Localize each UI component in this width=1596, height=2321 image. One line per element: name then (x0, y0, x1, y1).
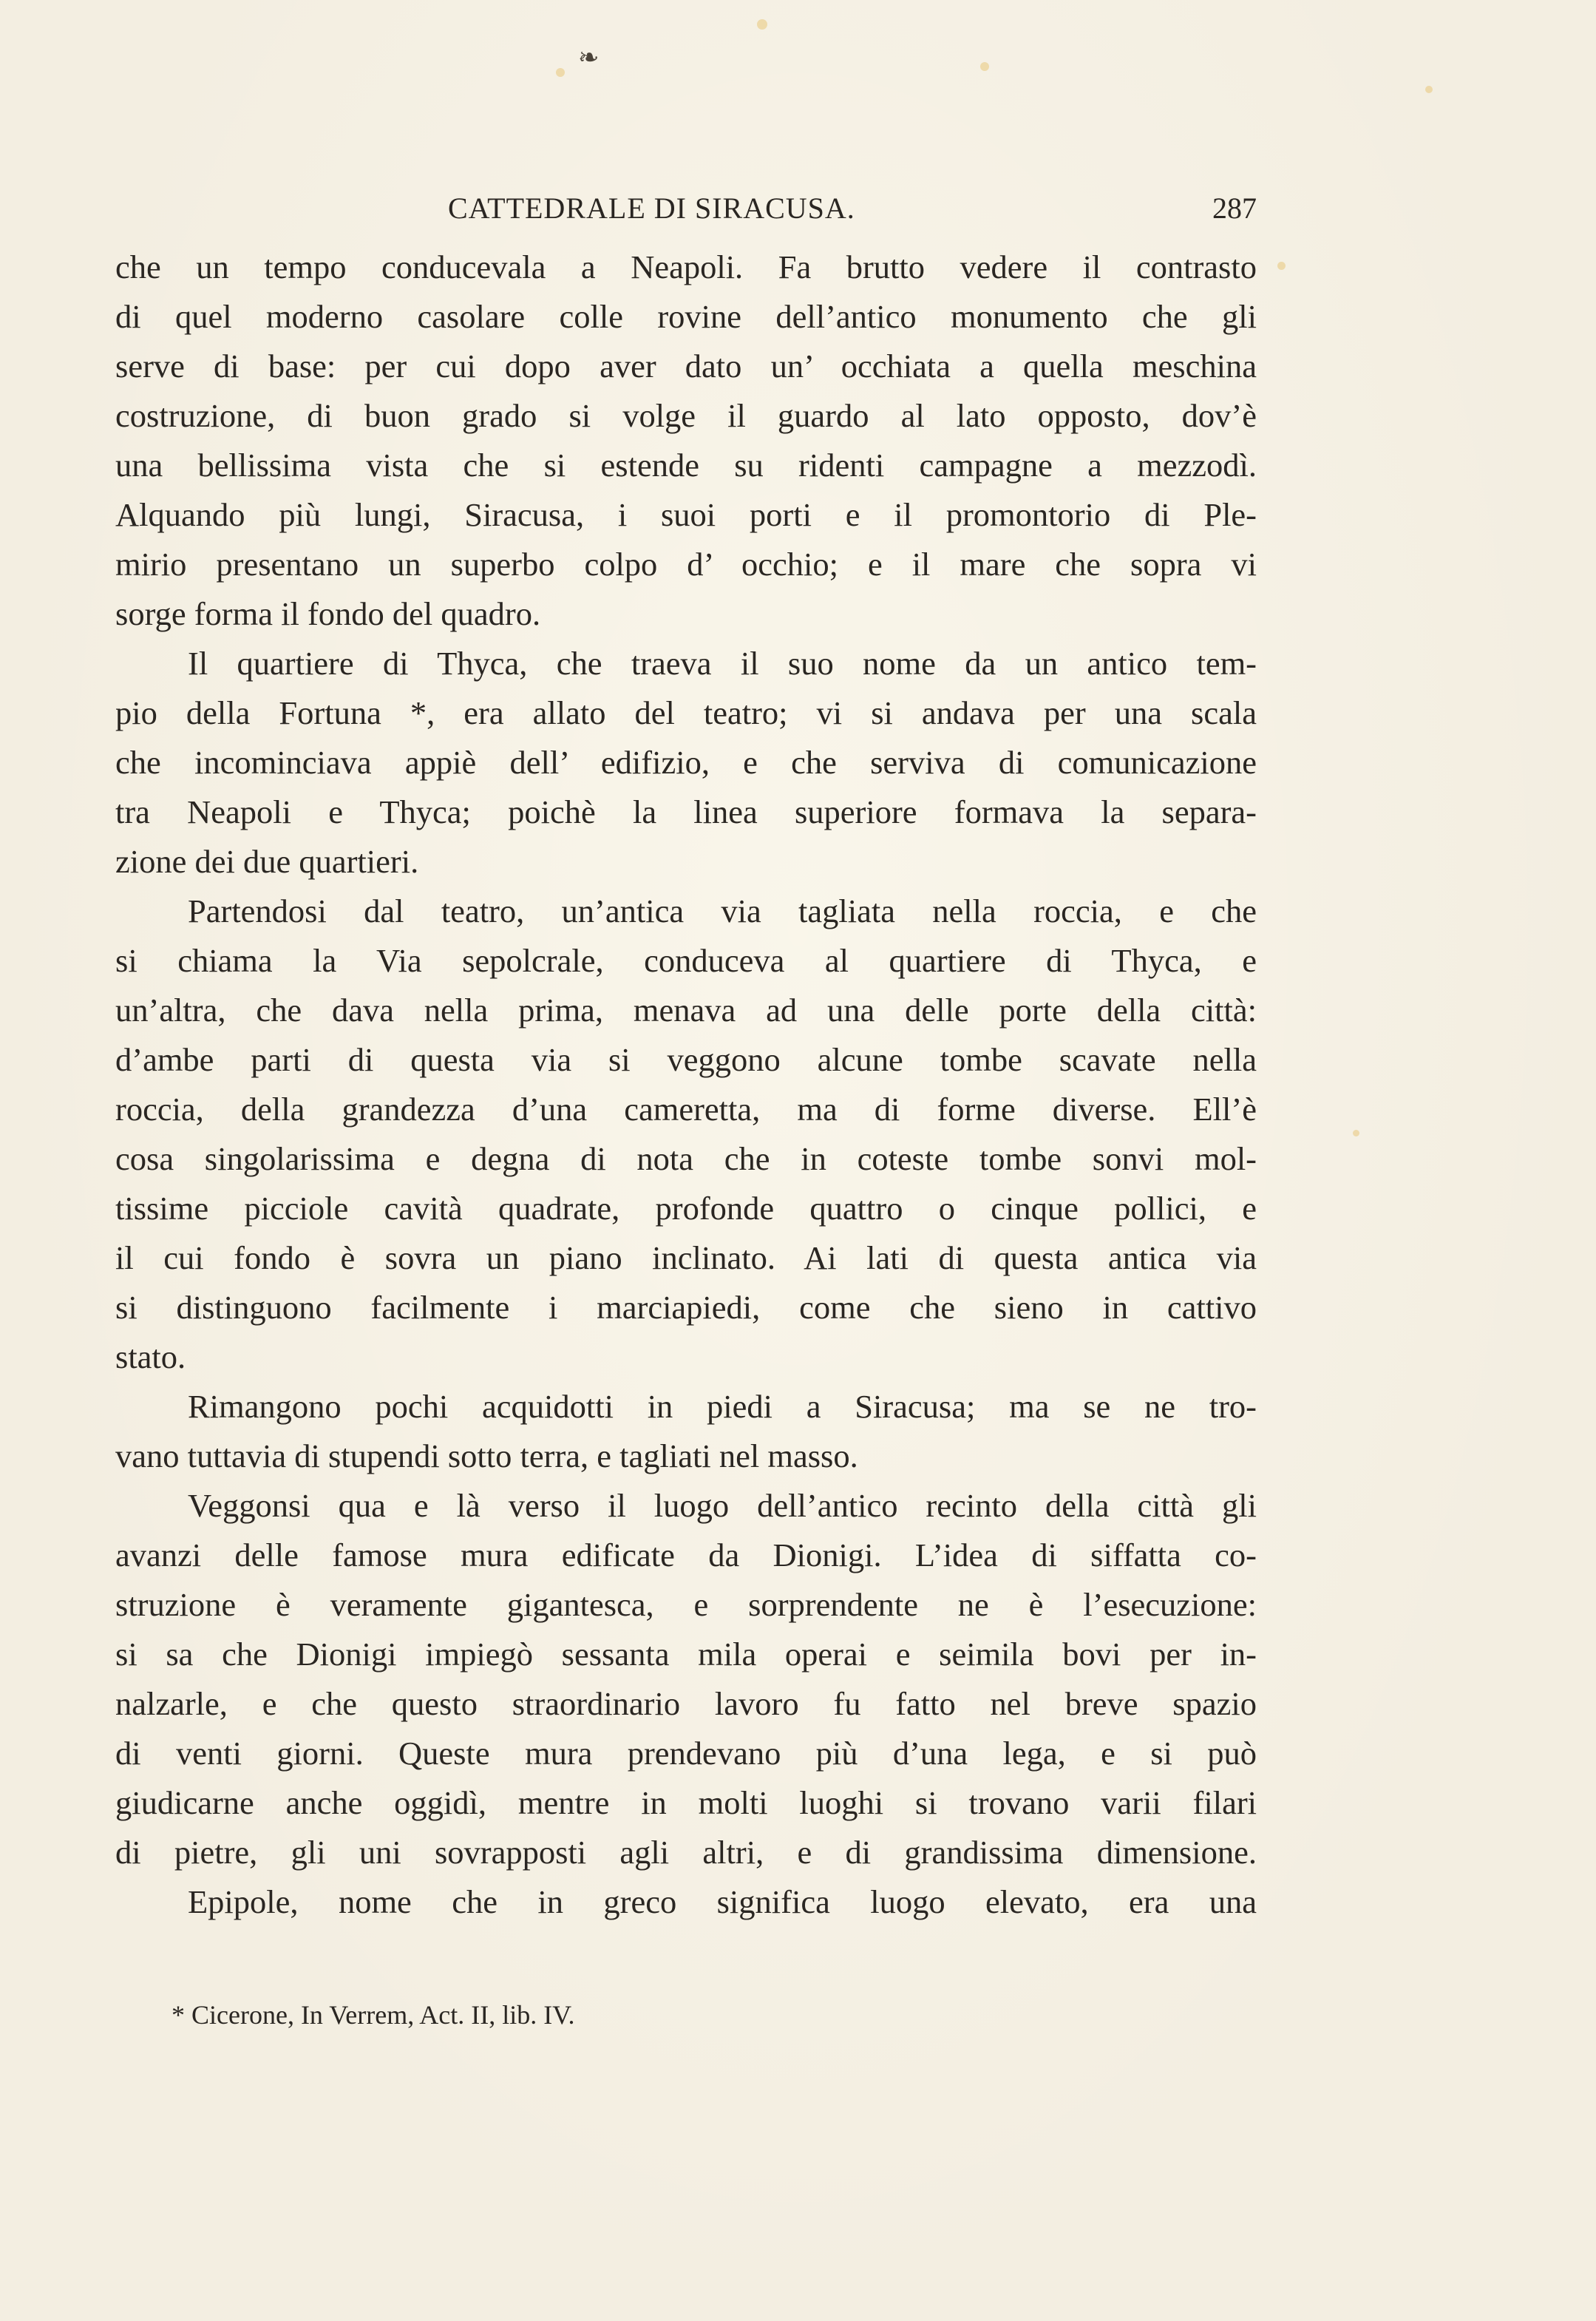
text-line: sorge forma il fondo del quadro. (115, 595, 541, 632)
text-line: costruzione, di buon grado si volge il guardo al lato opposto, dov’è (115, 397, 1257, 434)
text-line: zione dei due quartieri. (115, 843, 419, 880)
text-line: si sa che Dionigi impiegò sessanta mila operai e seimila bovi per in- (115, 1636, 1257, 1673)
text-line: nalzarle, e che questo straordinario lavoro fu fatto nel breve spazio (115, 1685, 1257, 1722)
text-line: il cui fondo è sovra un piano inclinato. Ai lati di questa antica via (115, 1239, 1257, 1276)
running-head (115, 191, 1257, 228)
text-line: tissime picciole cavità quadrate, profonde quattro o cinque pollici, e (115, 1190, 1257, 1227)
paper-foxing-mark (1425, 86, 1433, 93)
text-line: struzione è veramente gigantesca, e sorprendente ne è l’esecuzione: (115, 1586, 1257, 1623)
text-line: Rimangono pochi acquidotti in piedi a Siracusa; ma se ne tro- (188, 1388, 1257, 1425)
text-line: di pietre, gli uni sovrapposti agli altri, e di grandissima dimensione. (115, 1834, 1257, 1871)
running-head-title: CATTEDRALE DI SIRACUSA. (448, 192, 855, 225)
text-line: mirio presentano un superbo colpo d’ occhio; e il mare che sopra vi (115, 546, 1257, 583)
text-line: d’ambe parti di questa via si veggono alcune tombe scavate nella (115, 1041, 1257, 1078)
text-line: Alquando più lungi, Siracusa, i suoi porti e il promontorio di Ple- (115, 496, 1257, 533)
text-line: un’altra, che dava nella prima, menava ad una delle porte della città: (115, 992, 1257, 1029)
text-line: una bellissima vista che si estende su ridenti campagne a mezzodì. (115, 447, 1257, 484)
paper-foxing-mark (1353, 1130, 1359, 1136)
text-line: roccia, della grandezza d’una cameretta, ma di forme diverse. Ell’è (115, 1091, 1257, 1128)
body-text (115, 243, 1257, 1927)
text-line: avanzi delle famose mura edificate da Dionigi. L’idea di siffatta co- (115, 1536, 1257, 1573)
text-line: vano tuttavia di stupendi sotto terra, e tagliati nel masso. (115, 1437, 858, 1474)
paper-foxing-mark (757, 19, 767, 30)
footnote: * Cicerone, In Verrem, Act. II, lib. IV. (172, 2000, 575, 2030)
text-line: Partendosi dal teatro, un’antica via tagliata nella roccia, e che (188, 892, 1257, 929)
text-line: Veggonsi qua e là verso il luogo dell’antico recinto della città gli (188, 1487, 1257, 1524)
printer-ornament: ❧ (578, 43, 600, 72)
paper-foxing-mark (1277, 262, 1286, 270)
paper-foxing-mark (556, 68, 565, 77)
text-line: Il quartiere di Thyca, che traeva il suo nome da un antico tem- (188, 645, 1257, 682)
text-line: pio della Fortuna *, era allato del teatro; vi si andava per una scala (115, 694, 1257, 731)
text-line: serve di base: per cui dopo aver dato un’ occhiata a quella meschina (115, 348, 1257, 384)
text-line: Epipole, nome che in greco significa luogo elevato, era una (188, 1883, 1257, 1920)
text-line: tra Neapoli e Thyca; poichè la linea superiore formava la separa- (115, 793, 1257, 830)
text-line: di quel moderno casolare colle rovine dell’antico monumento che gli (115, 298, 1257, 335)
paper-foxing-mark (980, 62, 989, 71)
text-line: cosa singolarissima e degna di nota che in coteste tombe sonvi mol- (115, 1140, 1257, 1177)
text-line: stato. (115, 1338, 186, 1375)
text-line: giudicarne anche oggidì, mentre in molti luoghi si trovano varii filari (115, 1784, 1257, 1821)
text-line: di venti giorni. Queste mura prendevano più d’una lega, e si può (115, 1735, 1257, 1772)
page-number: 287 (1212, 192, 1257, 225)
text-line: si distinguono facilmente i marciapiedi, come che sieno in cattivo (115, 1289, 1257, 1326)
text-line: che incominciava appiè dell’ edifizio, e che serviva di comunicazione (115, 744, 1257, 781)
text-line: si chiama la Via sepolcrale, conduceva al quartiere di Thyca, e (115, 942, 1257, 979)
text-line: che un tempo conducevala a Neapoli. Fa brutto vedere il contrasto (115, 248, 1257, 285)
